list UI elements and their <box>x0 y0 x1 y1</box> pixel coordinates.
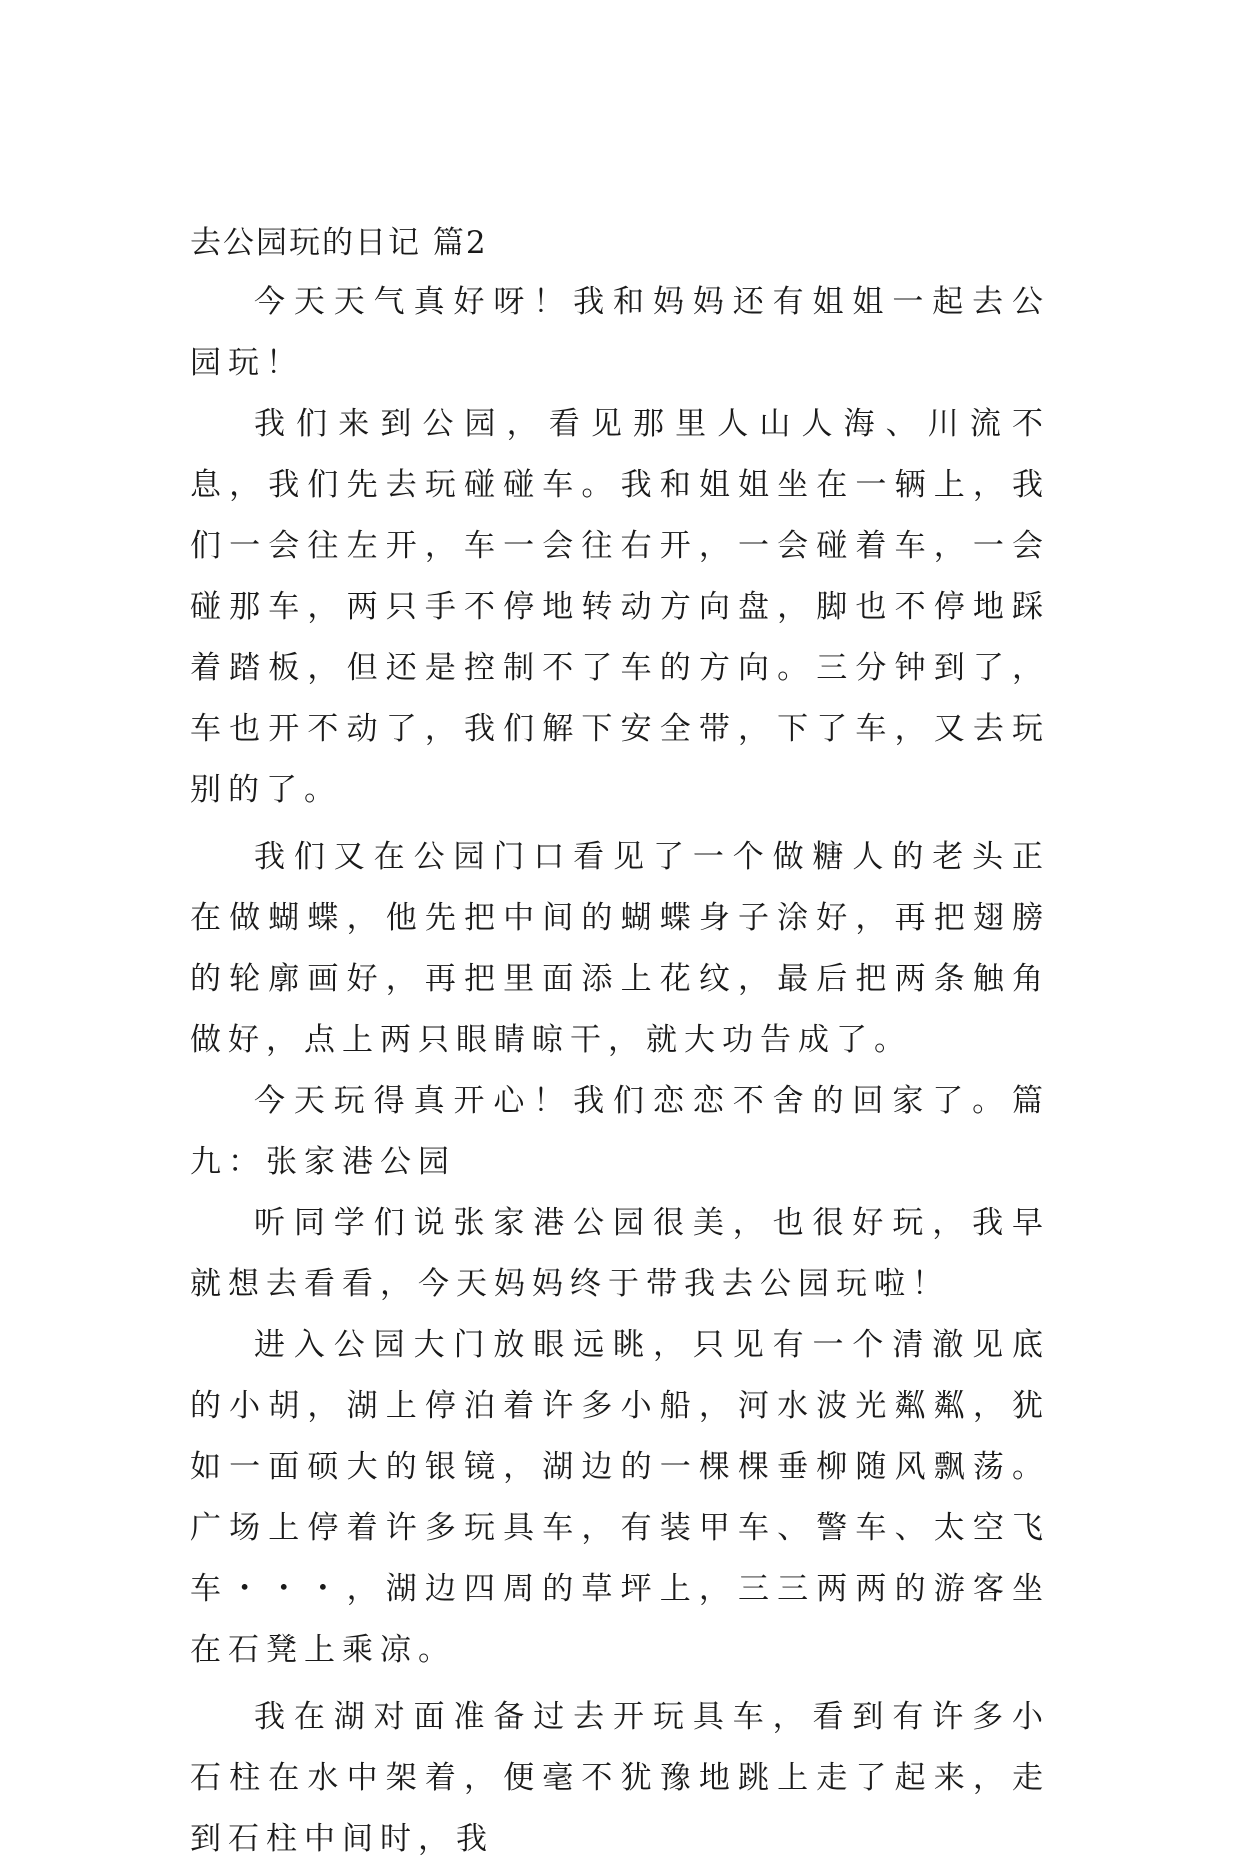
paragraph-6: 进入公园大门放眼远眺，只见有一个清澈见底的小胡，湖上停泊着许多小船，河水波光粼粼，犹如一面硕大的银镜，湖边的一棵棵垂柳随风飘荡。广场上停着许多玩具车，有装甲车、警车、太空飞车・・・，湖边四周的草坪上，三三两两的游客坐在石凳上乘凉。 <box>190 1327 1050 1668</box>
paragraph-1: 今天天气真好呀！我和妈妈还有姐姐一起去公园玩！ <box>190 284 1050 381</box>
document-body <box>190 222 1050 1870</box>
paragraph-3: 我们又在公园门口看见了一个做糖人的老头正在做蝴蝶，他先把中间的蝴蝶身子涂好，再把翅膀的轮廓画好，再把里面添上花纹，最后把两条触角做好，点上两只眼睛晾干，就大功告成了。 <box>190 839 1050 1058</box>
paragraph-4: 今天玩得真开心！我们恋恋不舍的回家了。篇九：张家港公园 <box>190 1083 1050 1180</box>
document-title: 去公园玩的日记 篇2 <box>190 225 488 261</box>
paragraph-2: 我们来到公园，看见那里人山人海、川流不息，我们先去玩碰碰车。我和姐姐坐在一辆上，我们一会往左开，车一会往右开，一会碰着车，一会碰那车，两只手不停地转动方向盘，脚也不停地踩着踏板，但还是控制不了车的方向。三分钟到了，车也开不动了，我们解下安全带，下了车，又去玩别的了。 <box>190 406 1050 808</box>
paragraph-5: 听同学们说张家港公园很美，也很好玩，我早就想去看看，今天妈妈终于带我去公园玩啦！ <box>190 1205 1050 1302</box>
paragraph-7: 我在湖对面准备过去开玩具车，看到有许多小石柱在水中架着，便毫不犹豫地跳上走了起来，走到石柱中间时，我 <box>190 1699 1050 1857</box>
